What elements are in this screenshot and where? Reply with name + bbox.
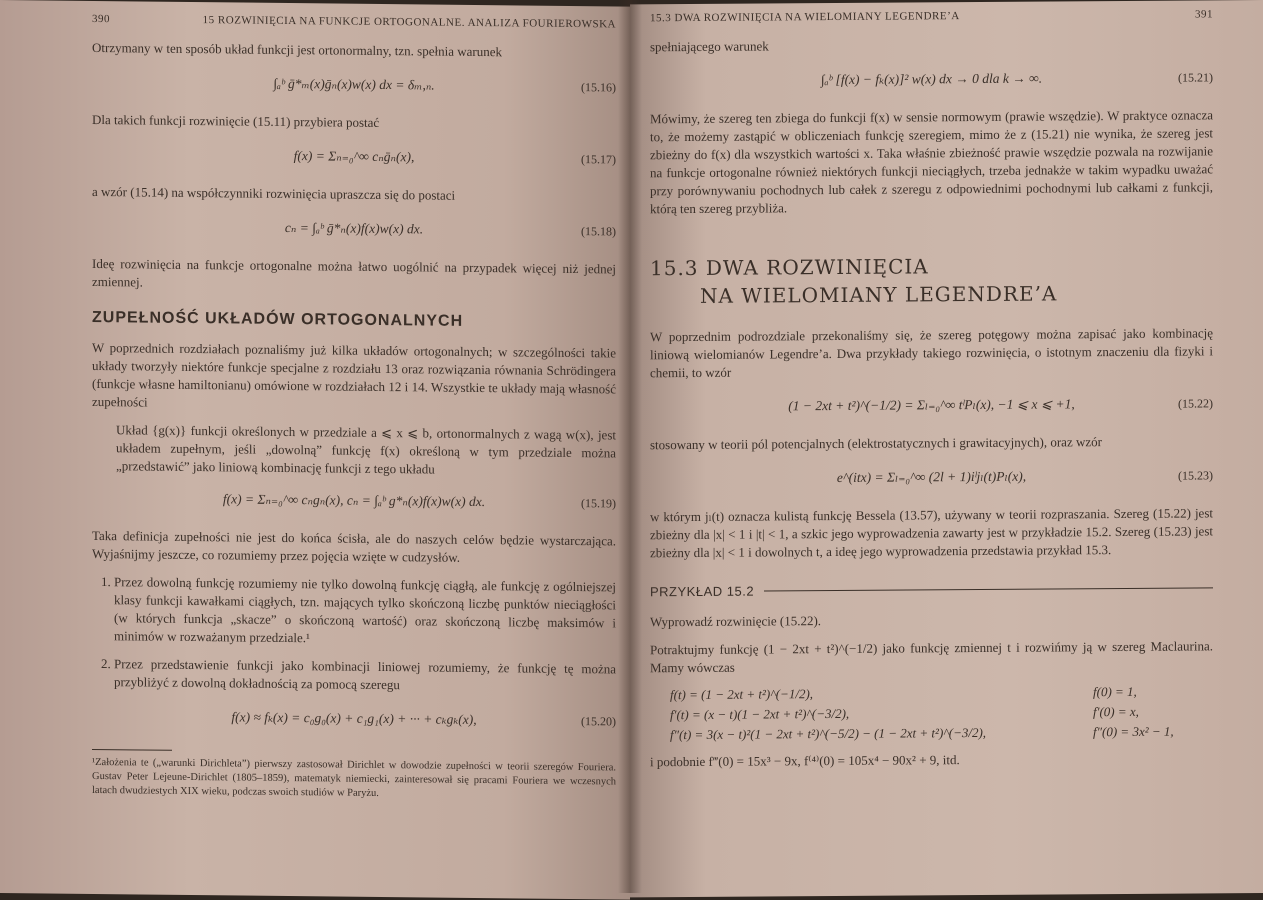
book-gutter [618, 0, 642, 893]
right-running-title: 15.3 DWA ROZWINIĘCIA NA WIELOMIANY LEGENDRE’A [650, 10, 960, 25]
right-paragraph-1: spełniającego warunek [650, 38, 769, 55]
right-paragraph-6: Wyprowadź rozwinięcie (15.22). [650, 613, 822, 630]
left-paragraph-1: Otrzymany w ten sposób układ funkcji jest ortonormalny, tzn. spełnia warunek [92, 39, 503, 60]
right-paragraph-2: Mówimy, że szereg ten zbiega do funkcji f(x) w sensie normowym (prawie wszędzie). W praktyce oznacza to, że możemy zastąpić w obliczeniach funkcję szeregiem, mimo że z (15.21) nie wynika, że szereg jest zbieżny do f(x) dla wszystkich wartości x. Taka właśnie zbieżność prawie wszędzie pozwala na rozwijanie na funkcje ortogonalne również niektórych funkcji nieciągłych, trzeba jednakże w takim wypadku uważać przy porównywaniu pochodnych lub całek z szeregu z odpowiednimi pochodnymi lub całkami z funkcji, którą ten szereg przybliża. [650, 107, 1213, 217]
left-running-title: 15 ROZWINIĘCIA NA FUNKCJE ORTOGONALNE. ANALIZA FOURIEROWSKA [202, 14, 616, 31]
definition-list [92, 573, 616, 696]
right-paragraph-3: W poprzednim podrozdziale przekonaliśmy się, że szereg potęgowy można zapisać jako kombinację liniową wielomianów Legendre’a. Dwa przykłady takiego rozwinięcia, o istotnym znaczeniu dla fizyki i chemii, to wzór [650, 325, 1213, 381]
equation-15-21 [650, 62, 1213, 96]
equation-body: e^(itx) = Σₗ₌₀^∞ (2l + 1)iˡjₗ(t)Pₗ(x), [836, 468, 1027, 485]
footnote: ¹Założenia te („warunki Dirichleta”) pierwszy zastosował Dirichlet w dowodzie zupełności w teorii szeregów Fouriera. Gustav Peter Lejeune-Dirichlet (1805–1859), matematyk niemiecki, zainteresował się pracami Fouriera we wczesnych latach dwudziestych XIX wieku, podczas swoich studiów w Paryżu. [92, 756, 616, 799]
derivative-rhs: f(0) = 1, [1093, 683, 1137, 700]
equation-15-20 [92, 701, 616, 736]
equation-number: (15.18) [581, 223, 616, 238]
derivative-table [670, 683, 1213, 743]
equation-15-22 [650, 388, 1213, 422]
equation-number: (15.23) [1178, 467, 1213, 483]
left-running-head [92, 13, 616, 30]
derivative-rhs: f″(0) = 3x² − 1, [1093, 723, 1174, 740]
chapter-heading-line2: NA WIELOMIANY LEGENDRE’A [700, 281, 1058, 308]
equation-number: (15.22) [1178, 395, 1213, 411]
right-paragraph-5: w którym jₗ(t) oznacza kulistą funkcję Bessela (13.57), używany w teorii rozpraszania. Szereg (15.22) jest zbieżny dla |x| < 1 i |t| < 1, a szkic jego wyprowadzenia zawarty jest w przykładzie 15.2. Szereg (15.23) jest zbieżny dla |x| < 1 i dowolnych t, a ideę jego wyprowadzenia przedstawia przykład 15.3. [650, 505, 1213, 561]
right-paragraph-7: Potraktujmy funkcję (1 − 2xt + t²)^(−1/2) jako funkcję zmiennej t i rozwińmy ją w szereg Maclaurina. Mamy wówczas [650, 638, 1213, 676]
equation-15-18 [92, 211, 616, 246]
left-paragraph-6: Taka definicja zupełności nie jest do końca ścisła, ale do naszych celów będzie wystarczająca. Wyjaśnijmy jeszcze, co rozumiemy przez pojęcia wzięte w cudzysłów. [92, 527, 616, 565]
equation-15-17 [92, 139, 616, 174]
equation-15-23 [650, 460, 1213, 494]
equation-number: (15.20) [581, 713, 616, 728]
footnote-divider [92, 749, 172, 751]
equation-15-19 [92, 483, 616, 518]
completeness-definition: Układ {g(x)} funkcji określonych w przedziale a ⩽ x ⩽ b, ortonormalnych z wagą w(x), jest układem zupełnym, jeśli „dowolną” funkcję f(x) określoną w tym przedziale można „przedstawić” jako liniową kombinację funkcji z tego układu [116, 422, 616, 477]
list-item: 2. Przez przedstawienie funkcji jako kombinacji liniowej rozumiemy, że funkcję tę można przybliżyć z dowolną dokładnością za pomocą szeregu [114, 655, 616, 696]
equation-number: (15.21) [1178, 69, 1213, 85]
derivative-rhs: f′(0) = x, [1093, 703, 1139, 720]
equation-number: (15.16) [581, 79, 616, 94]
equation-body: f(x) = Σₙ₌₀^∞ cₙḡₙ(x), [293, 148, 415, 165]
left-paragraph-5: W poprzednich rozdziałach poznaliśmy już kilka układów ortogonalnych; w szczególności takie układy tworzyły niektóre funkcje specjalne z rozdziału 13 oraz rozwiązania równania Schrödingera (funkcje własne hamiltonianu) omówione w rozdziałach 12 i 14. Wszystkie te układy mają własność zupełności [92, 339, 616, 410]
derivative-lhs: f″(t) = 3(x − t)²(1 − 2xt + t²)^(−5/2) − (1 − 2xt + t²)^(−3/2), [670, 724, 987, 743]
right-page [630, 0, 1263, 897]
equation-15-16 [92, 67, 616, 102]
equation-number: (15.17) [581, 151, 616, 166]
chapter-heading [650, 250, 1213, 310]
list-item: 1. Przez dowolną funkcję rozumiemy nie tylko dowolną funkcję ciągłą, ale funkcję z ogólniejszej klasy funkcji kawałkami ciągłych, tzn. mających tylko skończoną liczbę punktów nieciągłości (w których funkcja „skacze” o skończoną wartość) oraz skończoną liczbę maksimów i minimów w rozważanym przedziale.¹ [114, 573, 616, 650]
derivative-lhs: f′(t) = (x − t)(1 − 2xt + t²)^(−3/2), [670, 705, 850, 723]
equation-body: ∫ₐᵇ ḡ*ₘ(x)ḡₙ(x)w(x) dx = δₘ,ₙ. [273, 75, 435, 93]
equation-body: ∫ₐᵇ [f(x) − fₖ(x)]² w(x) dx → 0 dla k → ∞. [820, 70, 1043, 88]
left-page [0, 0, 630, 900]
equation-body: f(x) = Σₙ₌₀^∞ cₙgₙ(x), cₙ = ∫ₐᵇ g*ₙ(x)f(x)w(x) dx. [222, 491, 486, 510]
left-paragraph-3: a wzór (15.14) na współczynniki rozwinięcia upraszcza się do postaci [92, 183, 456, 203]
equation-body: (1 − 2xt + t²)^(−1/2) = Σₗ₌₀^∞ tˡPₗ(x), −1 ⩽ x ⩽ +1, [788, 396, 1075, 414]
left-paragraph-4: Ideę rozwinięcia na funkcje ortogonalne można łatwo uogólnić na przypadek więcej niż jednej zmiennej. [92, 255, 616, 290]
left-page-number: 390 [92, 12, 110, 26]
section-heading: ZUPEŁNOŚĆ UKŁADÓW ORTOGONALNYCH [92, 308, 464, 330]
chapter-heading-line1: 15.3 DWA ROZWINIĘCIA [650, 254, 929, 281]
equation-number: (15.19) [581, 495, 616, 510]
left-paragraph-2: Dla takich funkcji rozwinięcie (15.11) przybiera postać [92, 111, 380, 130]
right-page-number: 391 [1195, 8, 1213, 21]
derivative-lhs: f(t) = (1 − 2xt + t²)^(−1/2), [670, 686, 814, 703]
equation-body: f(x) ≈ fₖ(x) = c₀g₀(x) + c₁g₁(x) + ··· + cₖgₖ(x), [231, 709, 477, 727]
right-running-head [650, 8, 1213, 24]
right-paragraph-4: stosowany w teorii pól potencjalnych (elektrostatycznych i grawitacyjnych), oraz wzór [650, 434, 1102, 453]
equation-body: cₙ = ∫ₐᵇ ḡ*ₙ(x)f(x)w(x) dx. [284, 219, 424, 237]
right-paragraph-8: i podobnie f‴(0) = 15x³ − 9x, f⁽⁴⁾(0) = 105x⁴ − 90x² + 9, itd. [650, 752, 960, 770]
example-rule [764, 587, 1213, 591]
example-heading [650, 580, 1213, 599]
example-label: PRZYKŁAD 15.2 [650, 583, 755, 600]
